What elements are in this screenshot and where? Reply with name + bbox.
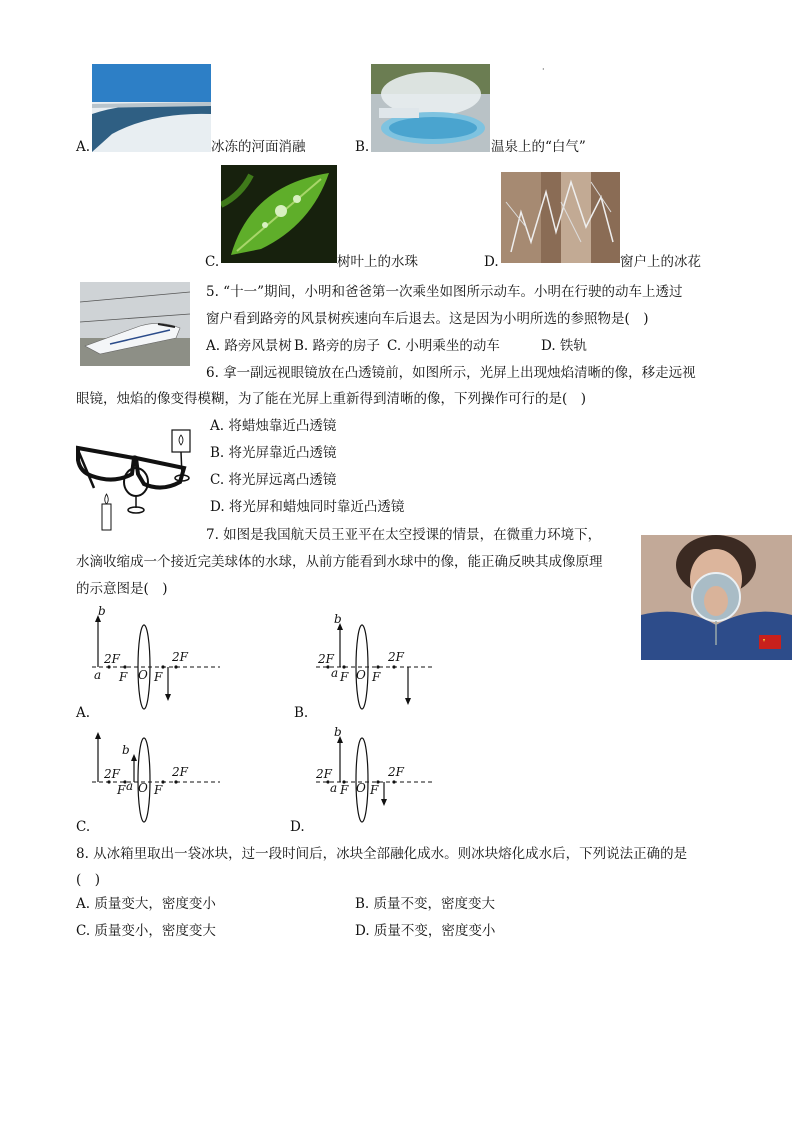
q4-option-c-text: 树叶上的水珠: [337, 254, 418, 270]
q4-option-d-label: D.: [484, 254, 499, 270]
diag-d-a: a: [330, 781, 338, 795]
diag-c-f-left: F: [117, 783, 126, 797]
q5-option-a: A. 路旁风景树: [206, 338, 292, 354]
diag-a-2f-left: 2F: [104, 652, 120, 666]
q5-line-1: 5. “十一”期间，小明和爸爸第一次乘坐如图所示动车。小明在行驶的动车上透过: [206, 284, 683, 300]
bullet-train-photo: [80, 282, 190, 366]
q4-option-a-label: A.: [76, 139, 91, 155]
diag-b-a: a: [331, 666, 339, 680]
q8-option-a: A. 质量变大，密度变小: [76, 896, 216, 912]
diag-a-a: a: [94, 668, 102, 682]
q4-option-a-text: 冰冻的河面消融: [211, 139, 306, 155]
q5-option-d: D. 铁轨: [541, 338, 587, 354]
diag-a-o: O: [138, 668, 148, 682]
diagram-d-label: D.: [290, 819, 305, 835]
q6-line-2: 眼镜，烛焰的像变得模糊，为了能在光屏上重新得到清晰的像，下列操作可行的是( ): [76, 391, 587, 407]
diag-b-b: b: [334, 612, 342, 626]
q7-line-3: 的示意图是( ): [76, 581, 168, 597]
diagram-b-label: B.: [294, 705, 309, 721]
q7-line-2: 水滴收缩成一个接近完美球体的水球，从前方能看到水球中的像，能正确反映其成像原理: [76, 554, 603, 570]
q7-line-1: 7. 如图是我国航天员王亚平在太空授课的情景，在微重力环境下，: [206, 527, 602, 543]
q5-line-2: 窗户看到路旁的风景树疾速向车后退去。这是因为小明所选的参照物是( ): [206, 311, 649, 327]
q6-option-c: C. 将光屏远离凸透镜: [210, 472, 337, 488]
q8-line-2: ( ): [76, 872, 101, 888]
q5-option-c: C. 小明乘坐的动车: [387, 338, 500, 354]
diag-d-2f-left: 2F: [316, 767, 332, 781]
diag-c-2f-right: 2F: [172, 765, 188, 779]
diagram-d: [316, 722, 446, 830]
diagram-c: [92, 722, 222, 830]
q6-option-b: B. 将光屏靠近凸透镜: [210, 445, 337, 461]
diag-b-2f-left: 2F: [318, 652, 334, 666]
diag-c-2f-left: 2F: [104, 767, 120, 781]
q4-option-c-label: C.: [205, 254, 220, 270]
diag-a-f-right: F: [154, 670, 163, 684]
diag-b-f-right: F: [372, 670, 381, 684]
diag-a-2f-right: 2F: [172, 650, 188, 664]
glasses-lens-candle-diagram: [74, 428, 204, 534]
diag-d-f-right: F: [370, 783, 379, 797]
q5-option-b: B. 路旁的房子: [294, 338, 381, 354]
diagram-a: [92, 605, 222, 715]
diag-d-o: O: [356, 781, 366, 795]
window-frost-photo: [501, 172, 620, 263]
diag-b-2f-right: 2F: [388, 650, 404, 664]
q8-line-1: 8. 从冰箱里取出一袋冰块，过一段时间后，冰块全部融化成水。则冰块熔化成水后，下列说法正确的是: [76, 846, 688, 862]
diag-c-a: a: [126, 779, 134, 793]
diagram-a-label: A.: [76, 705, 91, 721]
diag-c-f-right: F: [154, 783, 163, 797]
q6-option-a: A. 将蜡烛靠近凸透镜: [210, 418, 337, 434]
diag-c-o: O: [138, 781, 148, 795]
diag-d-f-left: F: [340, 783, 349, 797]
frozen-river-photo: [92, 64, 211, 152]
diag-a-b: b: [98, 604, 106, 618]
q6-line-1: 6. 拿一副远视眼镜放在凸透镜前，如图所示，光屏上出现烛焰清晰的像，移走远视: [206, 365, 696, 381]
diag-c-b: b: [122, 743, 130, 757]
astronaut-water-ball-photo: [641, 535, 792, 660]
diagram-b: [316, 605, 446, 715]
hot-spring-photo: [371, 64, 490, 152]
q8-option-b: B. 质量不变，密度变大: [355, 896, 496, 912]
q4-option-b-label: B.: [355, 139, 370, 155]
diagram-c-label: C.: [76, 819, 91, 835]
diag-d-b: b: [334, 725, 342, 739]
diag-a-f-left: F: [119, 670, 128, 684]
diag-b-f-left: F: [340, 670, 349, 684]
q6-option-d: D. 将光屏和蜡烛同时靠近凸透镜: [210, 499, 405, 515]
q4-option-d-text: 窗户上的冰花: [620, 254, 701, 270]
q8-option-c: C. 质量变小，密度变大: [76, 923, 216, 939]
leaf-water-drops-photo: [221, 165, 337, 263]
q4-option-b-text: 温泉上的“白气”: [491, 139, 586, 155]
stray-dot: ·: [542, 65, 545, 74]
diag-b-o: O: [356, 668, 366, 682]
q8-option-d: D. 质量不变，密度变小: [355, 923, 496, 939]
diag-d-2f-right: 2F: [388, 765, 404, 779]
